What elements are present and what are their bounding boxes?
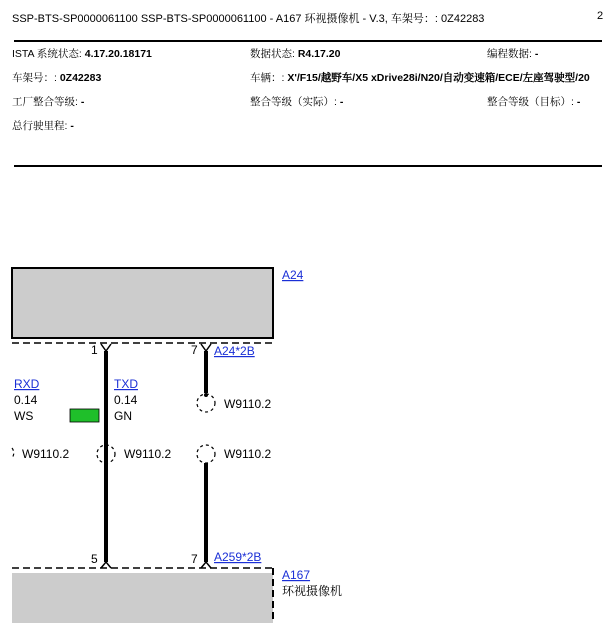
ista-status-value: 4.17.20.18171 (84, 48, 152, 60)
splice-circle-lower-right (197, 445, 215, 463)
vehicle-label: 车辆：: (250, 72, 285, 84)
component-link-a167[interactable]: A167 (282, 568, 311, 582)
programming-data-value: - (534, 48, 539, 60)
wire-color-swatch-green (70, 409, 99, 422)
data-state-label: 数据状态: (250, 48, 295, 60)
document-title: SSP-BTS-SP0000061100 SSP-BTS-SP0000061100 - A167 环视摄像机 - V.3, 车架号：: 0Z42283 (12, 13, 485, 25)
vin-value: 0Z42283 (59, 72, 102, 84)
vin-label: 车架号：: (12, 72, 57, 84)
component-a167-desc: 环视摄像机 (282, 584, 343, 598)
bottom-pin-7: 7 (191, 552, 198, 566)
signal-rxd-color: WS (14, 409, 34, 423)
signal-rxd-size: 0.14 (14, 393, 38, 407)
top-pin-1: 1 (91, 343, 98, 357)
signal-link-txd[interactable]: TXD (114, 377, 138, 391)
target-level-value: - (576, 96, 581, 108)
splice-label-left: W9110.2 (22, 447, 70, 461)
splice-label-lower-right: W9110.2 (224, 447, 272, 461)
pin-marker-bottom-5 (101, 562, 111, 568)
pin-marker-top-7 (201, 344, 211, 351)
splice-label-mid: W9110.2 (124, 447, 172, 461)
connector-link-a259-2b[interactable]: A259*2B (214, 550, 262, 564)
page-number: 2 (597, 10, 603, 22)
programming-data-label: 编程数据: (487, 48, 532, 60)
connector-link-a24-2b[interactable]: A24*2B (214, 344, 255, 358)
bottom-pin-5: 5 (91, 552, 98, 566)
vehicle-value: X'/F15/越野车/X5 xDrive28i/N20/自动变速箱/ECE/左座驾驶型/20 (287, 72, 590, 84)
signal-txd-size: 0.14 (114, 393, 138, 407)
mileage-value: - (70, 120, 74, 132)
component-box-a24 (12, 268, 273, 338)
component-link-a24[interactable]: A24 (282, 268, 304, 282)
signal-txd-color: GN (114, 409, 132, 423)
signal-link-rxd[interactable]: RXD (14, 377, 40, 391)
actual-level-label: 整合等级（实际）: (250, 96, 337, 108)
component-box-a167 (12, 573, 273, 623)
mileage-label: 总行驶里程: (12, 120, 68, 132)
pin-marker-top-1 (101, 344, 111, 351)
splice-circle-left (12, 448, 14, 458)
actual-level-value: - (339, 96, 344, 108)
top-pin-7: 7 (191, 343, 198, 357)
factory-level-value: - (80, 96, 85, 108)
splice-dot-upper-right (204, 393, 208, 397)
factory-level-label: 工厂整合等级: (12, 96, 78, 108)
data-state-value: R4.17.20 (297, 48, 341, 60)
splice-label-upper-right: W9110.2 (224, 397, 272, 411)
ista-status-label: ISTA 系统状态: (12, 48, 82, 60)
pin-marker-bottom-7 (201, 562, 211, 568)
target-level-label: 整合等级（目标）: (487, 96, 574, 108)
